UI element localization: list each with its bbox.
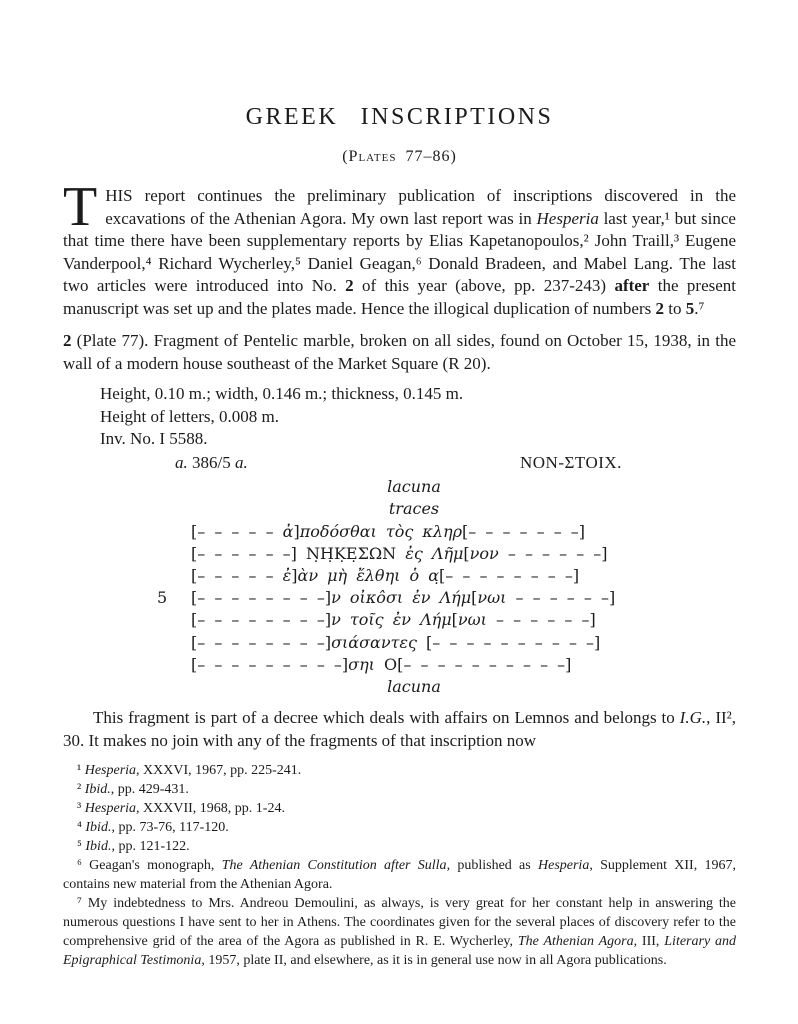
stoichedon-label: NON-ΣΤΟΙΧ. (520, 453, 622, 473)
footnote-1: ¹ Hesperia, XXXVI, 1967, pp. 225-241. (77, 763, 302, 779)
inscription-line-text: [– – – – – – – – –]σηι Ο[– – – – – – – – – –] (191, 654, 572, 674)
inscription-line (191, 521, 637, 543)
entry-paragraph: 2 (Plate 77). Fragment of Pentelic marble, broken on all sides, found on October 15, 1938, in the wall of a modern house southeast of the Market Square (R 20). (63, 331, 736, 373)
inscription-line-text: [– – – – – –] Ν̣Η̣Κ̣Ε̣ΣΩΝ ἐς Λῆμ[νον – – – – – –] (191, 543, 608, 563)
inscription-line-text: [– – – – – – – –]σιάσαντες [– – – – – – – – – –] (191, 632, 601, 652)
plates-subtitle: (Plates 77–86) (342, 148, 457, 165)
measurement-line: Inv. No. I 5588. (100, 429, 208, 449)
inscription-line (191, 565, 637, 587)
line-number: 5 (157, 588, 168, 608)
measurement-line: Height of letters, 0.008 m. (100, 406, 279, 426)
footnote-3: ³ Hesperia, XXXVII, 1968, pp. 1-24. (77, 801, 285, 817)
measurements-block (100, 383, 736, 451)
inscription-line-text: [– – – – – ἐ]ὰν μὴ ἔλθηι ὁ α̣[– – – – – – – –] (191, 565, 580, 585)
intro-paragraph (63, 176, 736, 320)
page-title: GREEK INSCRIPTIONS (245, 104, 554, 130)
lacuna-top-label: lacuna (387, 477, 441, 497)
footnote-6: ⁶ Geagan's monograph, The Athenian Constitution after Sulla, published as Hesperia, Supplement XII, 1967, contains new material from the Athenian Agora. (63, 858, 736, 893)
inscription-line-text: [– – – – – – – –]ν οἰκôσι ἐν Λήμ[νωι – – – – – –] (191, 588, 616, 608)
inscription-line (191, 654, 637, 676)
inscription-line-text: [– – – – – – – –]ν τοῖς ἐν Λήμ[νωι – – – – – –] (191, 610, 596, 630)
inscription-header (63, 452, 736, 474)
traces-label: traces (388, 499, 440, 519)
footnote-4: ⁴ Ibid., pp. 73-76, 117-120. (77, 820, 229, 836)
dropcap-letter: T (63, 176, 98, 238)
discussion-paragraph: This fragment is part of a decree which deals with affairs on Lemnos and belongs to I.G., II², 30. It makes no join with any of the fragments of that inscription now (63, 708, 736, 750)
page-content (0, 104, 798, 970)
inscription-line-text: [– – – – – ἀ]ποδόσθαι τὸς κληρ[– – – – – – –] (191, 521, 586, 541)
footnote-7: ⁷ My indebtedness to Mrs. Andreou Demoulini, as always, is very great for her constant help in answering the numerous questions I have sent to her in Athens. The coordinates given for the several places of discovery refer to the comprehensive grid of the area of the Agora as published in R. E. Wycherley, The Athenian Agora, III, Literary and Epigraphical Testimonia, 1957, plate II, and elsewhere, as it is in general use now in all Agora publications. (63, 896, 736, 969)
measurement-line: Height, 0.10 m.; width, 0.146 m.; thickness, 0.145 m. (100, 384, 464, 403)
inscription-block (157, 476, 637, 698)
intro-text: HIS report continues the preliminary publication of inscriptions discovered in the excavations of the Athenian Agora. My own last report was in Hesperia last year,¹ but since that time there have been supplementary reports by Elias Kapetanopoulos,² John Traill,³ Eugene Vanderpool,⁴ Richard Wycherley,⁵ Daniel Geagan,⁶ Donald Bradeen, and Mabel Lang. The last two articles were introduced into No. 2 of this year (above, pp. 237-243) after the present manuscript was set up and the plates made. Hence the illogical duplication of numbers 2 to 5.⁷ (63, 186, 736, 318)
footnote-5: ⁵ Ibid., pp. 121-122. (77, 839, 190, 855)
footnote-2: ² Ibid., pp. 429-431. (77, 782, 189, 798)
footnotes-block (63, 761, 736, 970)
inscription-line (191, 632, 637, 654)
date-label: a. 386/5 a. (175, 453, 248, 473)
inscription-line (191, 543, 637, 565)
lacuna-bottom-label: lacuna (387, 676, 441, 696)
inscription-line (157, 587, 637, 609)
inscription-line (191, 609, 637, 631)
